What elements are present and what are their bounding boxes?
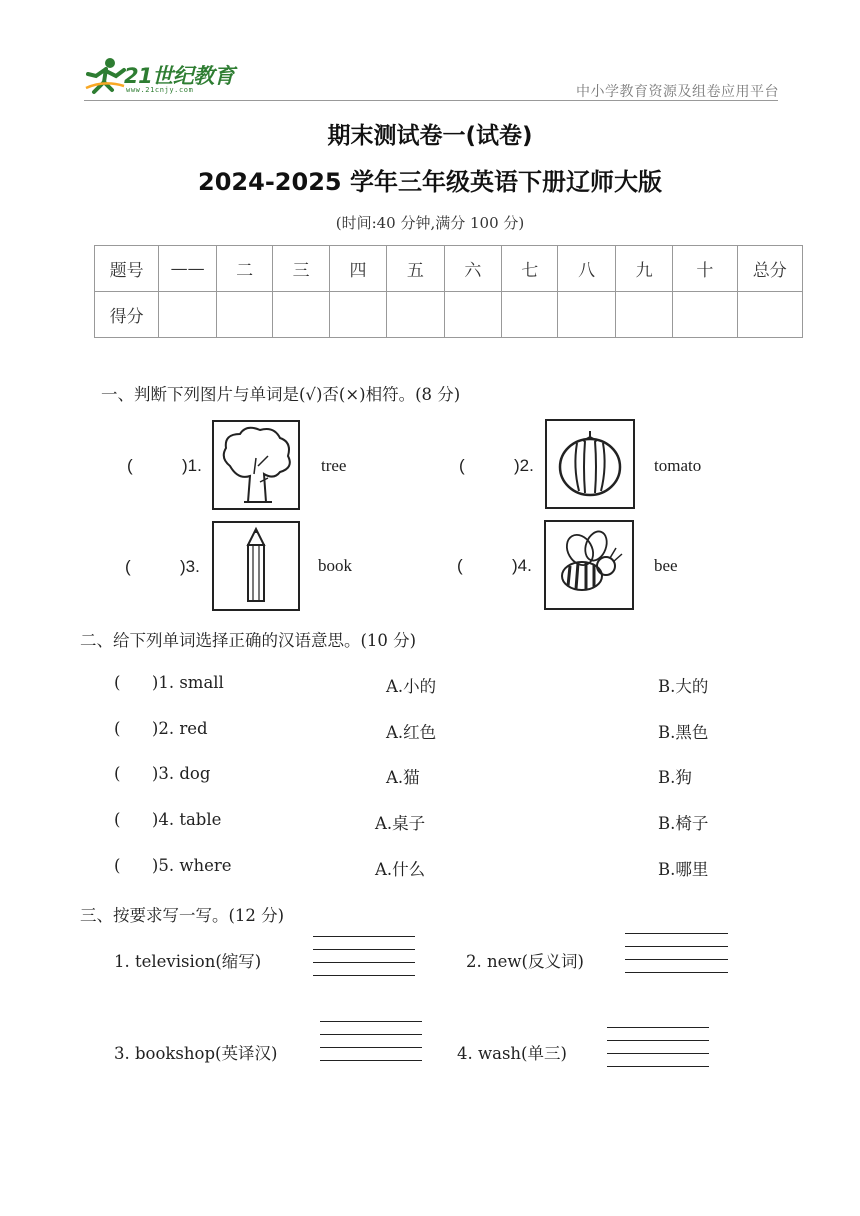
table-header-cell: 十 [673,246,737,292]
picture-box [212,521,300,611]
option-a[interactable]: A.红色 [386,723,437,742]
option-b[interactable]: B.哪里 [658,860,709,879]
score-cell[interactable] [273,292,329,338]
section-3-title: 三、按要求写一写。(12 分) [80,906,285,925]
writing-prompt: 4. wash(单三) [457,1044,567,1063]
answer-line[interactable] [625,946,728,947]
item-number[interactable]: )3. [180,557,200,576]
score-cell[interactable] [329,292,386,338]
writing-prompt: 1. television(缩写) [114,952,262,971]
logo-url: www.21cnjy.com [126,86,194,94]
item-number[interactable]: )2. [514,456,534,475]
item-word: bee [654,556,678,575]
table-header-cell: 三 [273,246,329,292]
picture-box [544,520,634,610]
score-cell[interactable] [216,292,272,338]
page-subtitle: 2024-2025 学年三年级英语下册辽师大版 [198,168,662,196]
answer-line[interactable] [313,936,415,937]
option-b[interactable]: B.黑色 [658,723,709,742]
table-header-cell: 四 [329,246,386,292]
header-rule [84,100,778,101]
table-header-cell: 题号 [95,246,159,292]
table-row [95,292,803,338]
answer-line[interactable] [625,972,728,973]
question-item[interactable]: ( )2. red [114,719,208,738]
answer-paren-open: ( [127,456,133,475]
item-word: tomato [654,456,702,475]
item-word: tree [321,456,347,475]
score-cell[interactable] [673,292,737,338]
section-1-title: 一、判断下列图片与单词是(√)否(×)相符。(8 分) [101,385,461,404]
answer-line[interactable] [625,933,728,934]
answer-line[interactable] [320,1021,422,1022]
platform-name: 中小学教育资源及组卷应用平台 [576,84,779,100]
table-header-cell: 八 [558,246,615,292]
option-b[interactable]: B.大的 [658,677,709,696]
picture-box [545,419,635,509]
score-cell[interactable] [737,292,802,338]
picture-box [212,420,300,510]
answer-line[interactable] [607,1040,709,1041]
tree-icon [214,422,298,508]
question-item[interactable]: ( )1. small [114,673,224,692]
option-b[interactable]: B.狗 [658,768,692,787]
score-cell[interactable] [615,292,672,338]
answer-line[interactable] [607,1066,709,1067]
answer-paren-open: ( [125,557,131,576]
table-row [95,246,803,292]
question-item[interactable]: ( )4. table [114,810,222,829]
answer-line[interactable] [625,959,728,960]
tomato-icon [547,421,633,507]
option-a[interactable]: A.猫 [386,768,420,787]
section-2-title: 二、给下列单词选择正确的汉语意思。(10 分) [80,631,417,650]
table-header-cell: 六 [444,246,501,292]
answer-line[interactable] [313,949,415,950]
page-title: 期末测试卷一(试卷) [327,123,533,149]
logo-text: 21世纪教育 [124,64,235,88]
option-a[interactable]: A.小的 [386,677,437,696]
writing-prompt: 2. new(反义词) [466,952,584,971]
answer-paren-open: ( [457,556,463,575]
answer-line[interactable] [320,1047,422,1048]
option-a[interactable]: A.桌子 [375,814,426,833]
option-a[interactable]: A.什么 [375,860,426,879]
answer-line[interactable] [313,975,415,976]
answer-line[interactable] [607,1053,709,1054]
answer-line[interactable] [313,962,415,963]
item-number[interactable]: )1. [182,456,202,475]
exam-time-note: (时间:40 分钟,满分 100 分) [335,214,525,232]
score-cell[interactable] [558,292,615,338]
answer-line[interactable] [320,1060,422,1061]
item-number[interactable]: )4. [512,556,532,575]
bee-icon [546,522,632,608]
answer-line[interactable] [320,1034,422,1035]
table-header-cell: 二 [216,246,272,292]
score-table [94,245,803,338]
table-header-cell: 五 [387,246,444,292]
pencil-icon [214,523,298,609]
site-logo [84,56,244,98]
score-cell[interactable] [159,292,217,338]
writing-prompt: 3. bookshop(英译汉) [114,1044,278,1063]
score-cell[interactable] [444,292,501,338]
table-header-cell: 总分 [737,246,802,292]
table-header-cell: 七 [502,246,558,292]
runner-logo-icon [84,56,126,96]
question-item[interactable]: ( )5. where [114,856,232,875]
question-item[interactable]: ( )3. dog [114,764,211,783]
table-header-cell: —— [159,246,217,292]
table-row-label: 得分 [95,292,159,338]
answer-line[interactable] [607,1027,709,1028]
item-word: book [318,556,352,575]
table-header-cell: 九 [615,246,672,292]
option-b[interactable]: B.椅子 [658,814,709,833]
score-cell[interactable] [387,292,444,338]
score-cell[interactable] [502,292,558,338]
answer-paren-open: ( [459,456,465,475]
